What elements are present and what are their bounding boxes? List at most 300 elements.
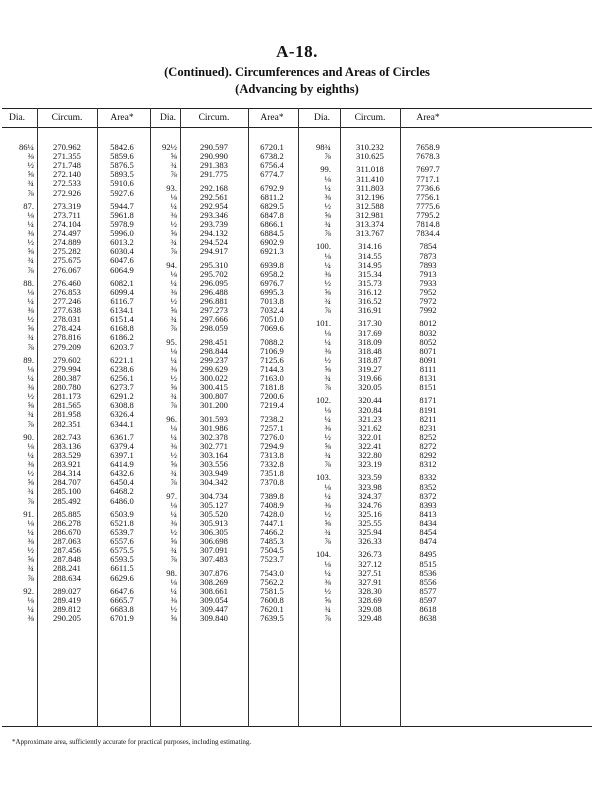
dia-cell: ¼ <box>27 604 34 614</box>
circum-cell: 283.529 <box>53 450 81 460</box>
circum-cell: 278.031 <box>53 314 81 325</box>
circum-cell: 327.91 <box>358 576 382 587</box>
area-cell: 6647.6 <box>110 585 134 596</box>
dia-cell: 100. <box>315 241 331 252</box>
area-cell: 7562.2 <box>260 576 284 587</box>
circum-cell: 294.917 <box>200 246 228 257</box>
circum-cell: 318.87 <box>358 354 382 365</box>
circum-cell: 295.310 <box>200 259 228 270</box>
dia-cell: ⅞ <box>27 572 34 583</box>
circum-cell: 272.926 <box>53 187 81 198</box>
dia-cell: 103. <box>315 472 331 483</box>
circum-cell: 279.602 <box>53 354 81 365</box>
dia-cell: ½ <box>27 545 34 556</box>
circum-cell: 271.355 <box>53 151 81 162</box>
circum-cell: 308.269 <box>200 576 228 587</box>
area-cell: 6030.4 <box>110 246 134 257</box>
dia-cell: ¾ <box>170 468 177 479</box>
area-cell: 6397.1 <box>110 450 134 460</box>
dia-cell: ¼ <box>27 219 34 229</box>
circum-cell: 307.091 <box>200 545 228 556</box>
circum-cell: 322.41 <box>358 440 382 451</box>
dia-cell: 98. <box>166 567 177 578</box>
area-cell: 8495 <box>419 549 437 560</box>
area-cell: 8171 <box>419 395 437 406</box>
dia-cell: 92½ <box>161 142 177 152</box>
dia-cell: ½ <box>324 200 331 211</box>
area-cell: 6902.9 <box>260 237 284 248</box>
area-cell: 7447.1 <box>260 517 284 528</box>
dia-cell: ⅞ <box>324 536 331 547</box>
dia-cell: ¾ <box>324 450 331 460</box>
area-cell: 5996.0 <box>110 228 134 239</box>
circum-cell: 282.743 <box>53 431 81 442</box>
area-cell: 8292 <box>419 450 437 460</box>
area-cell: 7933 <box>419 277 437 288</box>
dia-cell: ¼ <box>324 413 331 424</box>
circum-cell: 283.921 <box>53 459 81 470</box>
area-cell: 7466.2 <box>260 527 284 537</box>
dia-cell: ½ <box>324 431 331 442</box>
header-circum: Circum. <box>198 113 230 123</box>
area-cell: 8577 <box>419 585 437 596</box>
area-cell: 6593.5 <box>110 554 134 565</box>
circum-cell: 272.533 <box>53 178 81 189</box>
circum-cell: 314.55 <box>358 250 382 261</box>
area-cell: 8352 <box>419 481 437 492</box>
area-cell: 5859.6 <box>110 151 134 162</box>
area-cell: 6665.7 <box>110 594 134 605</box>
circum-cell: 312.981 <box>356 209 384 220</box>
dia-cell: ½ <box>170 527 177 537</box>
dia-cell: ⅜ <box>170 517 177 528</box>
circum-cell: 326.33 <box>358 536 382 547</box>
dia-cell: ¼ <box>324 567 331 578</box>
circum-cell: 292.561 <box>200 191 228 202</box>
dia-cell: ½ <box>170 450 177 460</box>
circum-cell: 323.59 <box>358 472 382 483</box>
column-divider <box>340 108 341 727</box>
circum-cell: 305.520 <box>200 508 228 519</box>
circum-cell: 289.027 <box>53 585 81 596</box>
circum-cell: 321.23 <box>358 413 382 424</box>
dia-cell: ⅛ <box>170 499 177 510</box>
circum-cell: 281.565 <box>53 400 81 411</box>
dia-cell: ⅜ <box>27 151 34 162</box>
area-cell: 7051.0 <box>260 314 284 325</box>
dia-cell: ¾ <box>27 255 34 266</box>
dia-cell: ¾ <box>324 219 331 229</box>
circum-cell: 279.994 <box>53 363 81 374</box>
circum-cell: 274.104 <box>53 219 81 229</box>
area-cell: 6432.6 <box>110 468 134 479</box>
dia-cell: ½ <box>170 604 177 614</box>
header-dia: Dia. <box>8 113 26 123</box>
dia-cell: ⅛ <box>324 481 331 492</box>
circum-cell: 328.69 <box>358 594 382 605</box>
circum-cell: 286.278 <box>53 517 81 528</box>
dia-cell: ¼ <box>27 527 34 537</box>
dia-cell: ⅜ <box>170 209 177 220</box>
area-cell: 8556 <box>419 576 437 587</box>
area-cell: 7257.1 <box>260 422 284 433</box>
dia-cell: ¼ <box>170 431 177 442</box>
circum-cell: 313.767 <box>356 228 384 239</box>
circum-cell: 318.09 <box>358 336 382 347</box>
dia-cell: ¾ <box>170 237 177 248</box>
area-cell: 6326.4 <box>110 409 134 420</box>
dia-cell: ¼ <box>170 277 177 288</box>
circum-cell: 289.419 <box>53 594 81 605</box>
dia-cell: ½ <box>27 237 34 248</box>
dia-cell: ⅛ <box>324 250 331 261</box>
area-cell: 8536 <box>419 567 437 578</box>
dia-cell: ½ <box>27 468 34 479</box>
area-cell: 7428.0 <box>260 508 284 519</box>
dia-cell: ⅞ <box>170 323 177 334</box>
area-cell: 5978.9 <box>110 219 134 229</box>
dia-cell: ⅝ <box>170 228 177 239</box>
dia-cell: 93. <box>166 182 177 193</box>
area-cell: 6557.6 <box>110 536 134 547</box>
circum-cell: 296.095 <box>200 277 228 288</box>
circum-cell: 284.314 <box>53 468 81 479</box>
header-circum: Circum. <box>354 113 386 123</box>
header-circum: Circum. <box>51 113 83 123</box>
circum-cell: 304.342 <box>200 477 228 488</box>
area-cell: 7814.8 <box>416 219 440 229</box>
circum-cell: 293.346 <box>200 209 228 220</box>
table-rule <box>2 108 592 109</box>
dia-cell: ⅞ <box>170 400 177 411</box>
circum-cell: 310.232 <box>356 142 384 152</box>
dia-cell: ¼ <box>170 585 177 596</box>
circum-cell: 326.73 <box>358 549 382 560</box>
dia-cell: 99. <box>320 164 331 175</box>
dia-cell: ⅛ <box>170 268 177 279</box>
circum-cell: 323.98 <box>358 481 382 492</box>
dia-cell: ⅜ <box>27 459 34 470</box>
dia-cell: ¾ <box>324 373 331 383</box>
dia-cell: ¼ <box>324 182 331 193</box>
circum-cell: 303.556 <box>200 459 228 470</box>
area-cell: 6939.8 <box>260 259 284 270</box>
dia-cell: ⅞ <box>27 341 34 352</box>
area-cell: 7913 <box>419 268 437 279</box>
circum-cell: 270.962 <box>53 142 81 152</box>
circum-cell: 271.748 <box>53 160 81 171</box>
area-cell: 6866.1 <box>260 219 284 229</box>
circum-cell: 312.588 <box>356 200 384 211</box>
area-cell: 8252 <box>419 431 437 442</box>
dia-cell: ⅞ <box>324 382 331 393</box>
dia-cell: ⅝ <box>170 613 177 624</box>
dia-cell: ⅞ <box>170 477 177 488</box>
circum-cell: 281.958 <box>53 409 81 420</box>
circum-cell: 280.780 <box>53 382 81 393</box>
area-cell: 6503.9 <box>110 508 134 519</box>
dia-cell: ⅝ <box>27 554 34 565</box>
dia-cell: ½ <box>27 314 34 325</box>
dia-cell: ¾ <box>324 296 331 306</box>
circum-cell: 307.483 <box>200 554 228 565</box>
dia-cell: ⅞ <box>324 305 331 316</box>
dia-cell: ⅝ <box>170 305 177 316</box>
circum-cell: 277.638 <box>53 305 81 316</box>
circum-cell: 278.424 <box>53 323 81 334</box>
area-cell: 6238.6 <box>110 363 134 374</box>
area-cell: 6151.4 <box>110 314 134 325</box>
circum-cell: 324.76 <box>358 499 382 510</box>
area-cell: 7389.8 <box>260 490 284 501</box>
circum-cell: 287.456 <box>53 545 81 556</box>
area-cell: 8012 <box>419 318 437 329</box>
circum-cell: 274.497 <box>53 228 81 239</box>
dia-cell: 104. <box>315 549 331 560</box>
circum-cell: 314.95 <box>358 259 382 270</box>
dia-cell: ¾ <box>27 409 34 420</box>
dia-cell: ⅞ <box>170 246 177 257</box>
dia-cell: ¾ <box>27 563 34 574</box>
circum-cell: 325.16 <box>358 508 382 519</box>
circum-cell: 281.173 <box>53 391 81 402</box>
circum-cell: 274.889 <box>53 237 81 248</box>
area-cell: 8618 <box>419 604 437 614</box>
dia-cell: ⅜ <box>27 613 34 624</box>
area-cell: 6539.7 <box>110 527 134 537</box>
dia-cell: ½ <box>324 585 331 596</box>
area-cell: 8312 <box>419 459 437 470</box>
dia-cell: 90. <box>23 431 34 442</box>
dia-cell: ⅞ <box>324 151 331 162</box>
circum-cell: 305.127 <box>200 499 228 510</box>
dia-cell: ¾ <box>27 178 34 189</box>
dia-cell: ¼ <box>324 336 331 347</box>
circum-cell: 285.492 <box>53 495 81 506</box>
dia-cell: ¼ <box>324 259 331 270</box>
circum-cell: 302.378 <box>200 431 228 442</box>
dia-cell: ⅛ <box>27 209 34 220</box>
dia-cell: ⅝ <box>324 286 331 297</box>
header-dia: Dia. <box>159 113 177 123</box>
area-cell: 8032 <box>419 327 437 338</box>
header-area: Area* <box>416 113 440 123</box>
area-cell: 8231 <box>419 422 437 433</box>
area-cell: 6291.2 <box>110 391 134 402</box>
area-cell: 6013.2 <box>110 237 134 248</box>
area-cell: 7238.2 <box>260 413 284 424</box>
area-cell: 7873 <box>419 250 437 261</box>
dia-cell: ⅝ <box>27 169 34 180</box>
dia-cell: ½ <box>324 277 331 288</box>
dia-cell: ½ <box>170 373 177 383</box>
circum-cell: 285.100 <box>53 486 81 497</box>
area-cell: 6414.9 <box>110 459 134 470</box>
area-cell: 6099.4 <box>110 286 134 297</box>
area-cell: 8071 <box>419 345 437 356</box>
circum-cell: 319.27 <box>358 363 382 374</box>
area-cell: 7332.8 <box>260 459 284 470</box>
circum-cell: 310.625 <box>356 151 384 162</box>
dia-cell: ⅜ <box>27 228 34 239</box>
dia-cell: ⅜ <box>170 363 177 374</box>
circum-cell: 325.94 <box>358 527 382 537</box>
dia-cell: ¾ <box>27 486 34 497</box>
area-cell: 6720.1 <box>260 142 284 152</box>
area-cell: 5876.5 <box>110 160 134 171</box>
header-area: Area* <box>260 113 284 123</box>
dia-cell: ½ <box>324 508 331 519</box>
dia-cell: 87. <box>23 200 34 211</box>
area-cell: 7854 <box>419 241 437 252</box>
circum-cell: 316.91 <box>358 305 382 316</box>
circum-cell: 282.351 <box>53 418 81 429</box>
circum-cell: 285.885 <box>53 508 81 519</box>
circum-cell: 291.775 <box>200 169 228 180</box>
area-cell: 6756.4 <box>260 160 284 171</box>
circum-cell: 316.52 <box>358 296 382 306</box>
circum-cell: 316.12 <box>358 286 382 297</box>
area-cell: 5944.7 <box>110 200 134 211</box>
area-cell: 6256.1 <box>110 373 134 383</box>
area-cell: 6683.8 <box>110 604 134 614</box>
area-cell: 7294.9 <box>260 440 284 451</box>
circum-cell: 309.054 <box>200 594 228 605</box>
dia-cell: 95. <box>166 336 177 347</box>
dia-cell: 98¾ <box>315 142 331 152</box>
circum-cell: 299.237 <box>200 354 228 365</box>
area-cell: 7717.1 <box>416 173 440 184</box>
area-cell: 6116.7 <box>110 296 134 306</box>
area-cell: 7795.2 <box>416 209 440 220</box>
dia-cell: ¼ <box>27 296 34 306</box>
dia-cell: 88. <box>23 277 34 288</box>
dia-cell: ¾ <box>324 604 331 614</box>
dia-cell: ⅞ <box>170 169 177 180</box>
area-cell: 7756.1 <box>416 191 440 202</box>
dia-cell: ½ <box>27 391 34 402</box>
area-cell: 7200.6 <box>260 391 284 402</box>
circum-cell: 297.666 <box>200 314 228 325</box>
dia-cell: ⅝ <box>27 477 34 488</box>
dia-cell: ⅛ <box>170 191 177 202</box>
circum-cell: 305.913 <box>200 517 228 528</box>
circum-cell: 315.73 <box>358 277 382 288</box>
area-cell: 7697.7 <box>416 164 440 175</box>
circum-cell: 322.80 <box>358 450 382 460</box>
area-cell: 6047.6 <box>110 255 134 266</box>
footnote: *Approximate area, sufficiently accurate for practical purposes, including estimating. <box>12 738 252 746</box>
area-cell: 8052 <box>419 336 437 347</box>
area-cell: 7219.4 <box>260 400 284 411</box>
page-title: A-18. <box>276 42 318 61</box>
area-cell: 7125.6 <box>260 354 284 365</box>
dia-cell: ½ <box>170 296 177 306</box>
dia-cell: ⅝ <box>324 363 331 374</box>
circum-cell: 311.410 <box>356 173 384 184</box>
circum-cell: 327.12 <box>358 558 382 569</box>
dia-cell: ⅝ <box>324 517 331 528</box>
area-cell: 7370.8 <box>260 477 284 488</box>
circum-cell: 323.19 <box>358 459 382 470</box>
area-cell: 6168.8 <box>110 323 134 334</box>
dia-cell: ⅞ <box>27 264 34 275</box>
dia-cell: ¼ <box>170 200 177 211</box>
table-rule <box>2 127 592 128</box>
dia-cell: ⅝ <box>27 246 34 257</box>
circum-cell: 290.597 <box>200 142 228 152</box>
area-cell: 7736.6 <box>416 182 440 193</box>
dia-cell: ⅛ <box>170 576 177 587</box>
area-cell: 7408.9 <box>260 499 284 510</box>
circum-cell: 301.200 <box>200 400 228 411</box>
dia-cell: ¾ <box>170 545 177 556</box>
dia-cell: ⅝ <box>27 323 34 334</box>
circum-cell: 319.66 <box>358 373 382 383</box>
area-cell: 6921.3 <box>260 246 284 257</box>
dia-cell: ⅜ <box>324 422 331 433</box>
area-cell: 7181.8 <box>260 382 284 393</box>
area-cell: 6829.5 <box>260 200 284 211</box>
area-cell: 8638 <box>419 613 437 624</box>
column-divider <box>180 108 181 727</box>
area-cell: 7504.5 <box>260 545 284 556</box>
circum-cell: 300.807 <box>200 391 228 402</box>
dia-cell: ⅞ <box>324 228 331 239</box>
dia-cell: ⅜ <box>324 499 331 510</box>
circum-cell: 325.55 <box>358 517 382 528</box>
circum-cell: 275.282 <box>53 246 81 257</box>
area-cell: 8454 <box>419 527 437 537</box>
circum-cell: 284.707 <box>53 477 81 488</box>
circum-cell: 300.415 <box>200 382 228 393</box>
circum-cell: 298.451 <box>200 336 228 347</box>
circum-cell: 313.374 <box>356 219 384 229</box>
area-cell: 7992 <box>419 305 437 316</box>
circum-cell: 277.246 <box>53 296 81 306</box>
dia-cell: ¾ <box>170 314 177 325</box>
circum-cell: 306.698 <box>200 536 228 547</box>
circum-cell: 275.675 <box>53 255 81 266</box>
dia-cell: ⅜ <box>27 536 34 547</box>
area-cell: 7313.8 <box>260 450 284 460</box>
dia-cell: ⅛ <box>324 558 331 569</box>
area-cell: 7775.6 <box>416 200 440 211</box>
dia-cell: ¼ <box>170 508 177 519</box>
dia-cell: ⅜ <box>324 191 331 202</box>
circum-cell: 299.629 <box>200 363 228 374</box>
circum-cell: 272.140 <box>53 169 81 180</box>
circum-cell: 283.136 <box>53 440 81 451</box>
area-cell: 7276.0 <box>260 431 284 442</box>
area-cell: 6575.5 <box>110 545 134 556</box>
area-cell: 6064.9 <box>110 264 134 275</box>
circum-cell: 288.241 <box>53 563 81 574</box>
dia-cell: ¾ <box>324 527 331 537</box>
circum-cell: 311.018 <box>356 164 384 175</box>
circum-cell: 280.387 <box>53 373 81 383</box>
circum-cell: 279.209 <box>53 341 81 352</box>
area-cell: 7163.0 <box>260 373 284 383</box>
area-cell: 6774.7 <box>260 169 284 180</box>
circum-cell: 296.881 <box>200 296 228 306</box>
circum-cell: 293.739 <box>200 219 228 229</box>
area-cell: 6082.1 <box>110 277 134 288</box>
circum-cell: 273.711 <box>53 209 81 220</box>
circum-cell: 292.954 <box>200 200 228 211</box>
dia-cell: ⅛ <box>324 173 331 184</box>
area-cell: 5893.5 <box>110 169 134 180</box>
